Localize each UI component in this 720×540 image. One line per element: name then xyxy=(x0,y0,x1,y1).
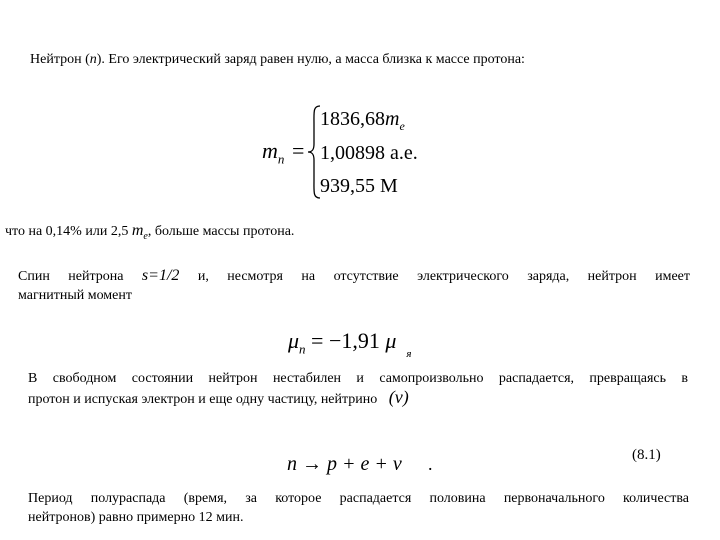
half-life-line-2: нейтронов) равно примерно 12 мин. xyxy=(28,510,244,525)
spin-paragraph xyxy=(18,266,690,305)
neutron-symbol: n xyxy=(89,52,97,67)
mass-line-mev: 939,55 M xyxy=(320,175,398,197)
decay-line-2: протон и испуская электрон и еще одну частицу, нейтрино (ν) xyxy=(28,387,409,407)
intro-paragraph xyxy=(30,51,525,69)
decay-equation: n → p + e + ν xyxy=(287,453,402,475)
spin-line-2: магнитный момент xyxy=(18,288,132,303)
intro-lead: Нейтрон ( xyxy=(30,52,90,67)
moment-formula: $\mu_n = -1,91$ $\mu_я$ xyxy=(288,328,412,361)
neutrino-symbol: (ν) xyxy=(388,387,409,407)
decay-equation-dot: . xyxy=(428,454,433,474)
mass-line-me: $1836,68m_e$ xyxy=(320,108,405,133)
decay-line-1: В свободном состоянии нейтрон нестабилен и самопроизвольно распадается, превращаясь в xyxy=(28,371,688,386)
electron-mass-symbol: m xyxy=(131,222,144,239)
spin-formula: s=1/2 xyxy=(141,267,180,284)
mass-line-amu: 1,00898 а.е. xyxy=(320,142,418,164)
spin-line-1: Спин нейтрона s=1/2 и, несмотря на отсутствие электрического заряда, нейтрон имеет xyxy=(18,267,690,284)
half-life-paragraph xyxy=(28,489,689,527)
mass-equals: = xyxy=(292,138,305,163)
equation-number: (8.1) xyxy=(632,447,661,463)
intro-text: ). Его электрический заряд равен нулю, а масса близка к массе протона: xyxy=(96,52,525,67)
mass-lhs: $m_n$ xyxy=(262,138,285,167)
half-life-line-1: Период полураспада (время, за которое распадается половина первоначального количества xyxy=(28,491,689,506)
decay-paragraph xyxy=(28,369,688,409)
difference-paragraph: что на 0,14% или 2,5 $m_e$, больше массы протона. xyxy=(5,222,295,242)
brace-icon xyxy=(306,104,322,200)
